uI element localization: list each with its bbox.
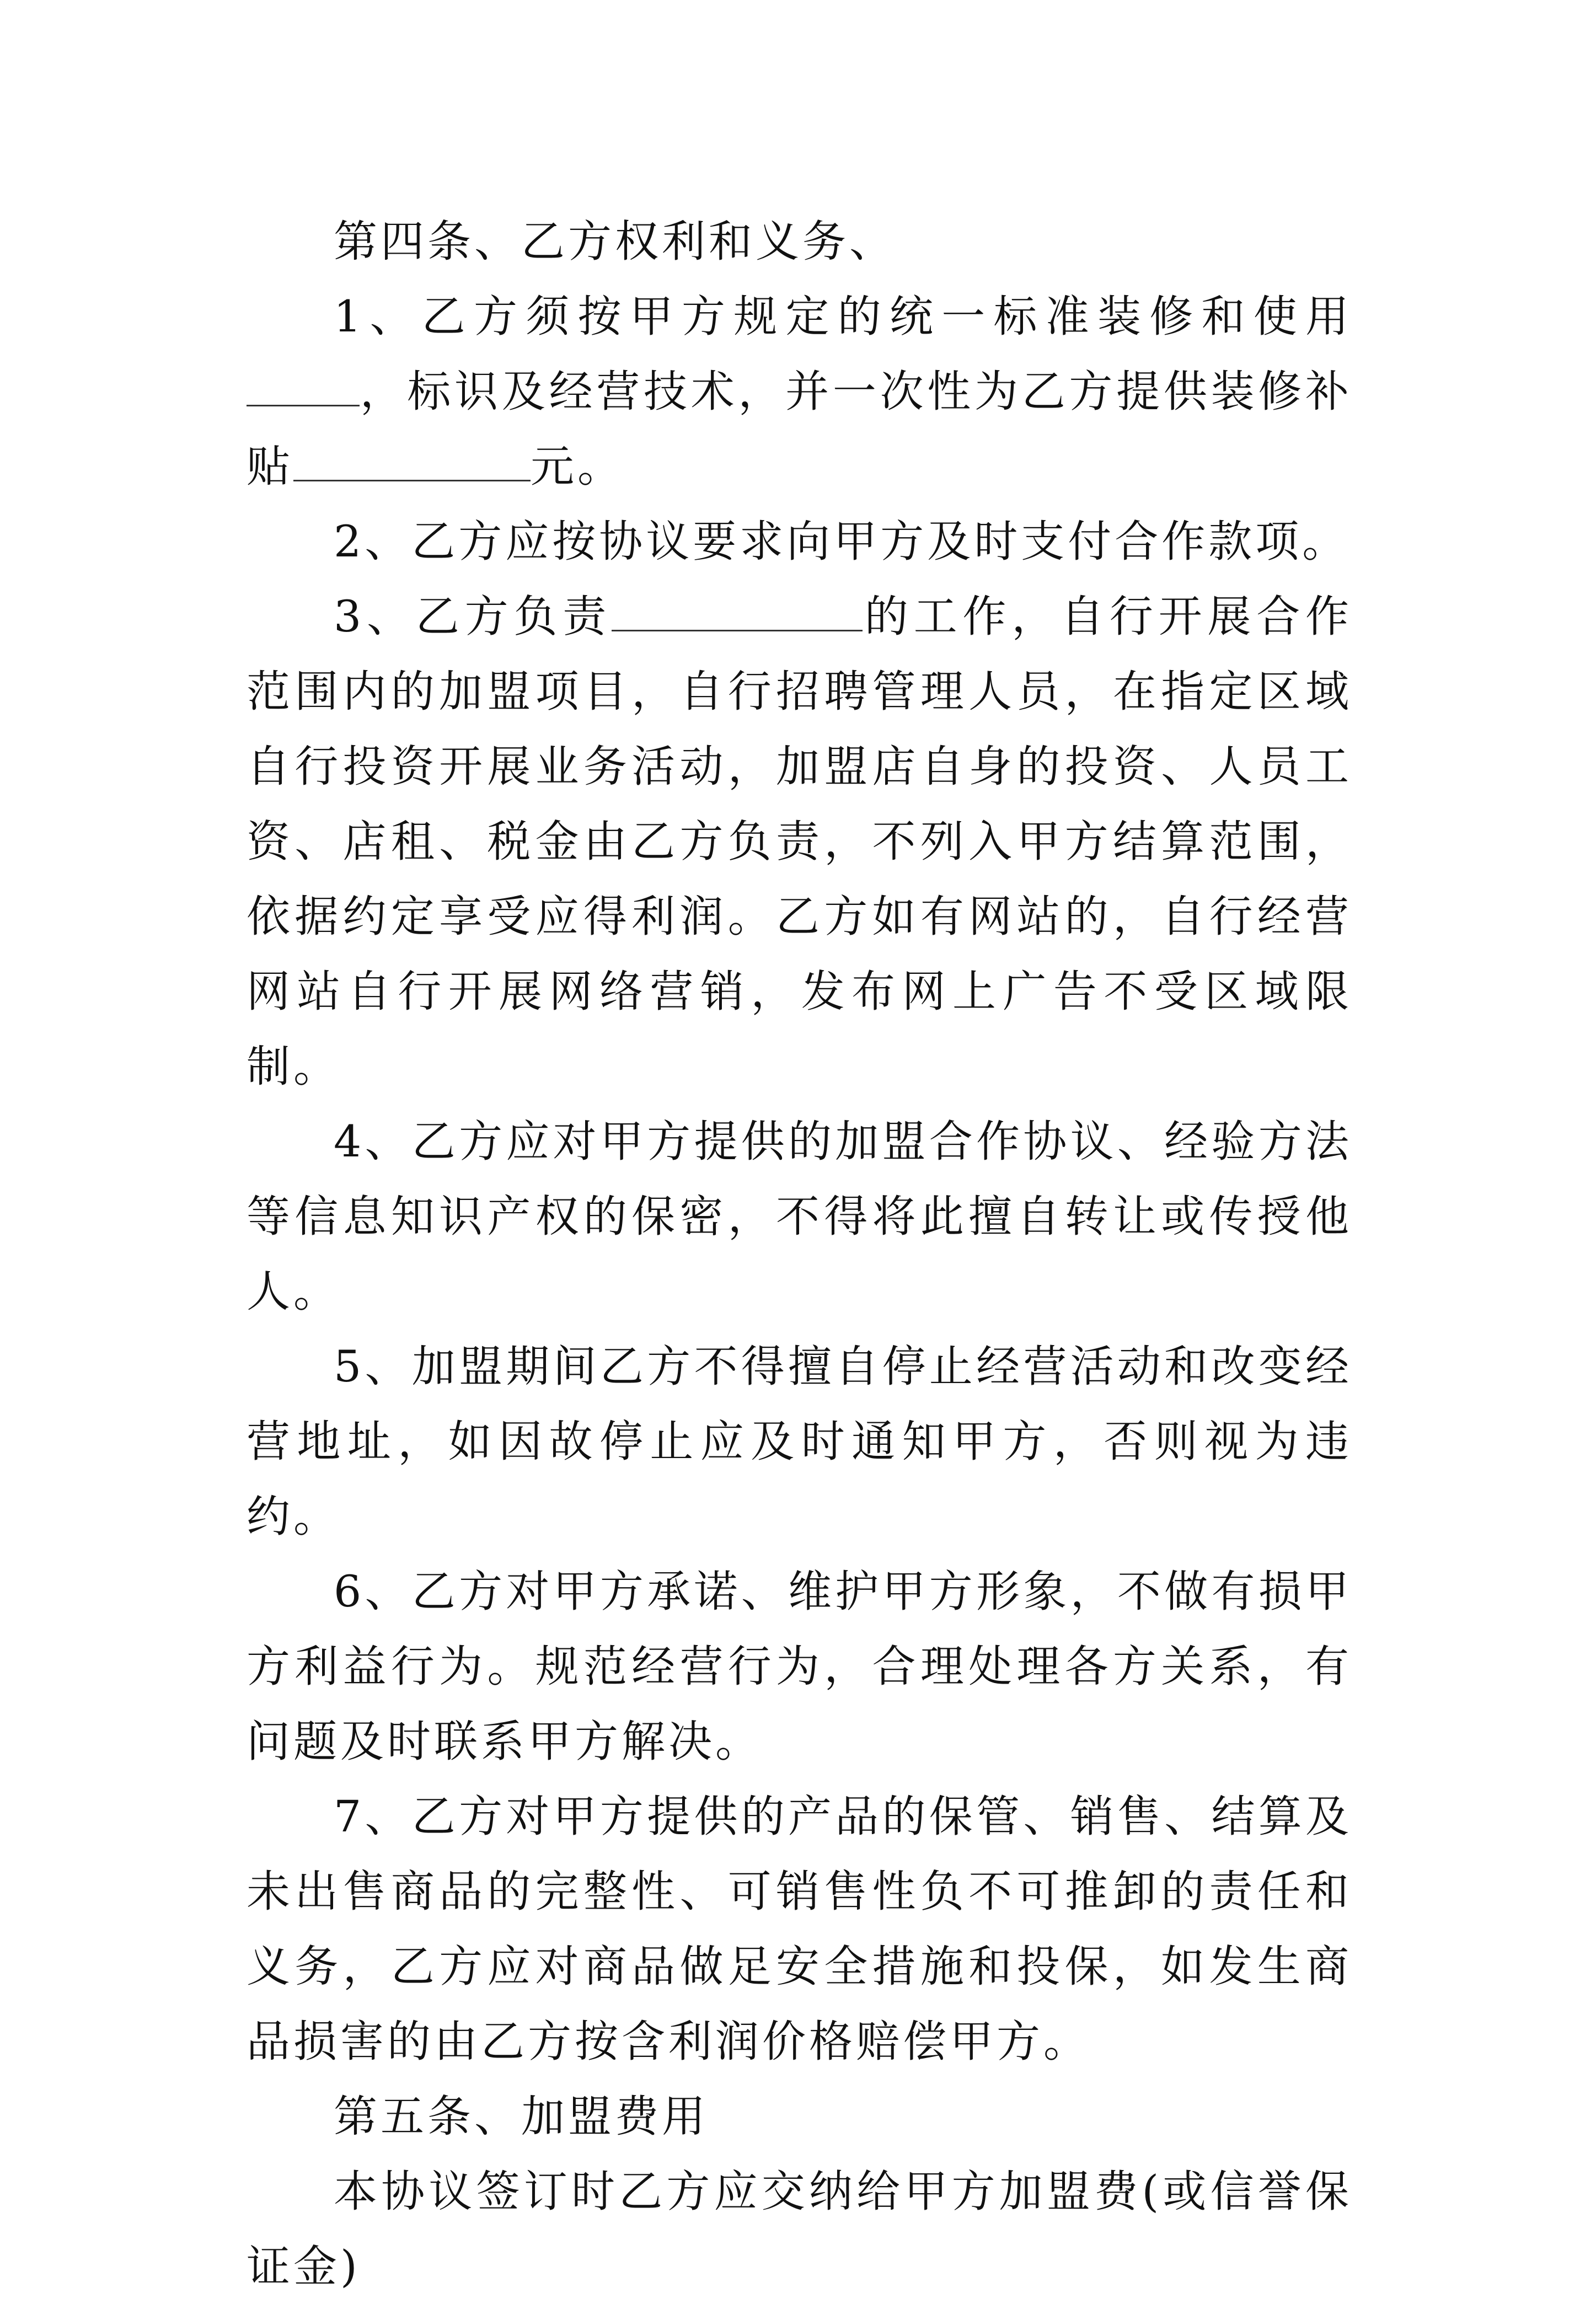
item-4: 4、乙方应对甲方提供的加盟合作协议、经验方法等信息知识产权的保密，不得将此擅自转让或传授他人。 [247, 1116, 1352, 1317]
item-3 [247, 579, 1352, 1104]
item-3-text-b: 的工作，自行开展合作范围内的加盟项目，自行招聘管理人员，在指定区域自行投资开展业务活动，加盟店自身的投资、人员工资、店租、税金由乙方负责，不列入甲方结算范围，依据约定享受应得利润。乙方如有网站的，自行经营网站自行开展网络营销，发布网上广告不受区域限制。 [247, 591, 1353, 1092]
item-1-text-b: ，标识及经营技术，并一次性为乙方提供装修补贴 [247, 366, 1352, 492]
item-1-text-a: 1、乙方须按甲方规定的统一标准装修和使用 [334, 291, 1352, 342]
item-1-text-c: 元。 [531, 441, 624, 492]
item-1 [247, 279, 1352, 504]
item-5: 5、加盟期间乙方不得擅自停止经营活动和改变经营地址，如因故停止应及时通知甲方，否则视为违约。 [247, 1341, 1352, 1542]
item-2: 2、乙方应按协议要求向甲方及时支付合作款项。 [334, 516, 1349, 567]
document-body [247, 204, 1352, 2304]
fill-blank-2 [293, 441, 531, 481]
fill-blank-1 [247, 366, 360, 406]
article4-heading: 第四条、乙方权利和义务、 [334, 216, 896, 267]
item-6: 6、乙方对甲方承诺、维护甲方形象，不做有损甲方利益行为。规范经营行为，合理处理各方关系，有问题及时联系甲方解决。 [247, 1566, 1352, 1767]
article5-text: 本协议签订时乙方应交纳给甲方加盟费(或信誉保证金) [247, 2166, 1352, 2292]
fill-blank-3 [612, 591, 863, 631]
item-3-text-a: 3、乙方负责 [334, 591, 612, 642]
item-7: 7、乙方对甲方提供的产品的保管、销售、结算及未出售商品的完整性、可销售性负不可推卸的责任和义务，乙方应对商品做足安全措施和投保，如发生商品损害的由乙方按含利润价格赔偿甲方。 [247, 1791, 1352, 2067]
article5-heading: 第五条、加盟费用 [334, 2091, 709, 2142]
